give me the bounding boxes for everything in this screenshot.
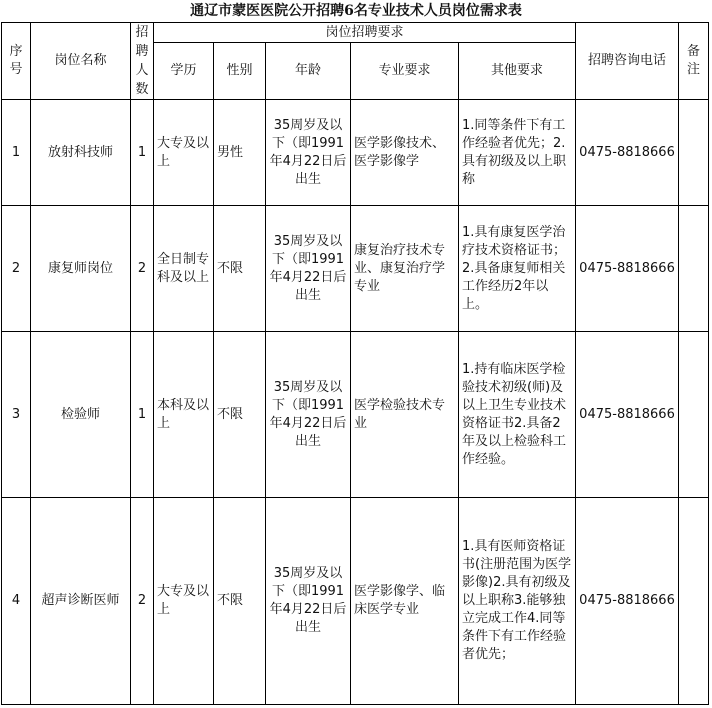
row-other: 1.持有临床医学检验技术初级(师)及以上卫生专业技术资格证书2.具备2年及以上检验科工作经验。 xyxy=(459,332,576,498)
row-seq: 3 xyxy=(2,332,31,498)
row-seq: 4 xyxy=(2,498,31,705)
header-position: 岗位名称 xyxy=(31,23,131,100)
header-seq: 序号 xyxy=(2,23,31,100)
row-age: 35周岁及以下（即1991年4月22日后出生 xyxy=(266,206,351,332)
row-education: 全日制专科及以上 xyxy=(154,206,214,332)
header-count: 招聘人数 xyxy=(131,23,154,100)
header-age: 年龄 xyxy=(266,43,351,100)
row-major: 康复治疗技术专业、康复治疗学专业 xyxy=(351,206,459,332)
row-count: 1 xyxy=(131,100,154,206)
header-group: 岗位招聘要求 xyxy=(154,23,576,43)
row-education: 本科及以上 xyxy=(154,332,214,498)
row-education: 大专及以上 xyxy=(154,498,214,705)
row-position: 康复师岗位 xyxy=(31,206,131,332)
row-note xyxy=(679,332,709,498)
table-row xyxy=(2,100,709,206)
row-note xyxy=(679,100,709,206)
row-other: 1.具有医师资格证书(注册范围为医学影像)2.具有初级及以上职称3.能够独立完成工作4.同等条件下有工作经验者优先； xyxy=(459,498,576,705)
row-age: 35周岁及以下（即1991年4月22日后出生 xyxy=(266,498,351,705)
header-major: 专业要求 xyxy=(351,43,459,100)
row-position: 超声诊断医师 xyxy=(31,498,131,705)
header-gender: 性别 xyxy=(214,43,266,100)
row-seq: 1 xyxy=(2,100,31,206)
row-education: 大专及以上 xyxy=(154,100,214,206)
header-note: 备注 xyxy=(679,23,709,100)
row-note xyxy=(679,498,709,705)
row-phone: 0475-8818666 xyxy=(576,206,679,332)
row-major: 医学影像技术、医学影像学 xyxy=(351,100,459,206)
header-phone: 招聘咨询电话 xyxy=(576,23,679,100)
row-phone: 0475-8818666 xyxy=(576,498,679,705)
row-major: 医学检验技术专业 xyxy=(351,332,459,498)
table-row xyxy=(2,332,709,498)
row-phone: 0475-8818666 xyxy=(576,100,679,206)
table-row xyxy=(2,206,709,332)
header-education: 学历 xyxy=(154,43,214,100)
row-count: 1 xyxy=(131,332,154,498)
row-gender: 男性 xyxy=(214,100,266,206)
header-row-1 xyxy=(2,23,709,43)
table-row xyxy=(2,498,709,705)
row-count: 2 xyxy=(131,206,154,332)
row-gender: 不限 xyxy=(214,206,266,332)
row-seq: 2 xyxy=(2,206,31,332)
row-other: 1.具有康复医学治疗技术资格证书；2.具备康复师相关工作经历2年以上。 xyxy=(459,206,576,332)
row-position: 检验师 xyxy=(31,332,131,498)
row-major: 医学影像学、临床医学专业 xyxy=(351,498,459,705)
row-age: 35周岁及以下（即1991年4月22日后出生 xyxy=(266,100,351,206)
row-position: 放射科技师 xyxy=(31,100,131,206)
header-other: 其他要求 xyxy=(459,43,576,100)
row-count: 2 xyxy=(131,498,154,705)
row-other: 1.同等条件下有工作经验者优先；2.具有初级及以上职称 xyxy=(459,100,576,206)
row-gender: 不限 xyxy=(214,332,266,498)
row-note xyxy=(679,206,709,332)
requirements-table xyxy=(1,22,709,705)
row-gender: 不限 xyxy=(214,498,266,705)
row-phone: 0475-8818666 xyxy=(576,332,679,498)
row-age: 35周岁及以下（即1991年4月22日后出生 xyxy=(266,332,351,498)
page-title: 通辽市蒙医医院公开招聘6名专业技术人员岗位需求表 xyxy=(190,3,522,19)
